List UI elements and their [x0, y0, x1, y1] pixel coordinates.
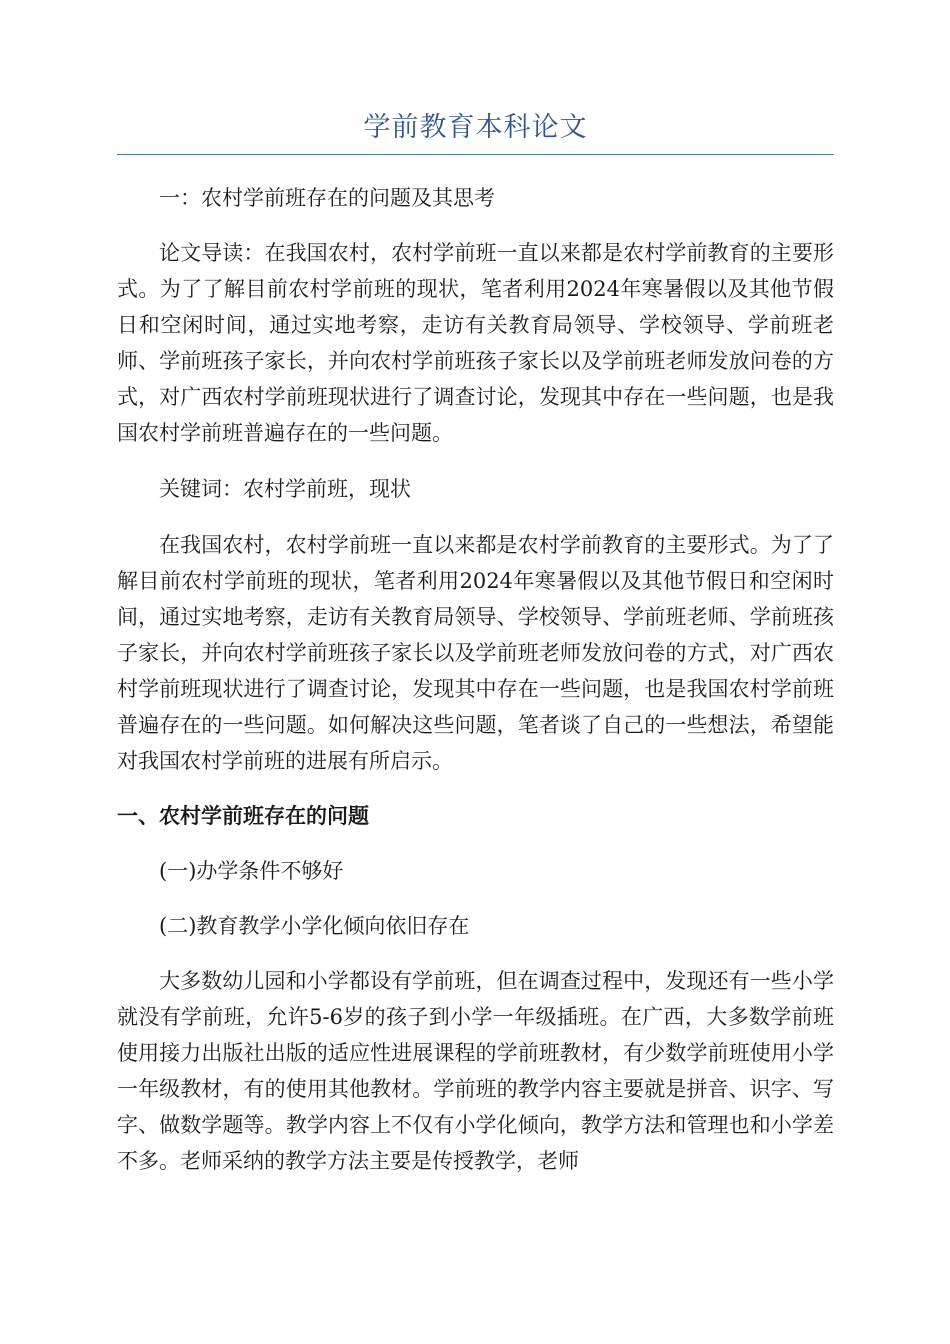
subheading-1: (一)办学条件不够好	[159, 859, 344, 883]
subheading-2: (二)教育教学小学化倾向依旧存在	[159, 914, 470, 938]
intro-paragraph: 在我国农村，农村学前班一直以来都是农村学前教育的主要形式。为了了解目前农村学前班的现状，笔者利用2024年寒暑假以及其他节假日和空闲时间，通过实地考察，走访有关教育局领导、学校领导、学前班老师、学前班孩子家长，并向农村学前班孩子家长以及学前班老师发放问卷的方式，对广西农村学前班现状进行了调查讨论，发现其中存在一些问题，也是我国农村学前班普遍存在的一些问题。如何解决这些问题，笔者谈了自己的一些想法，希望能对我国农村学前班的进展有所启示。	[117, 533, 834, 773]
section-title: 一：农村学前班存在的问题及其思考	[159, 186, 495, 210]
section-heading: 一、农村学前班存在的问题	[117, 804, 369, 828]
body-paragraph: 大多数幼儿园和小学都设有学前班，但在调查过程中，发现还有一些小学就没有学前班，允许5-6岁的孩子到小学一年级插班。在广西，大多数学前班使用接力出版社出版的适应性进展课程的学前班教材，有少数学前班使用小学一年级教材，有的使用其他教材。学前班的教学内容主要就是拼音、识字、写字、做数学题等。教学内容上不仅有小学化倾向，教学方法和管理也和小学差不多。老师采纳的教学方法主要是传授教学，老师	[117, 969, 834, 1173]
document-title: 学前教育本科论文	[363, 112, 588, 143]
keywords-line: 关键词：农村学前班，现状	[159, 477, 411, 501]
abstract-paragraph: 论文导读：在我国农村，农村学前班一直以来都是农村学前教育的主要形式。为了了解目前农村学前班的现状，笔者利用2024年寒暑假以及其他节假日和空闲时间，通过实地考察，走访有关教育局领导、学校领导、学前班老师、学前班孩子家长，并向农村学前班孩子家长以及学前班老师发放问卷的方式，对广西农村学前班现状进行了调查讨论，发现其中存在一些问题，也是我国农村学前班普遍存在的一些问题。	[117, 241, 834, 445]
title-divider	[117, 154, 834, 155]
document-page	[117, 108, 834, 1179]
